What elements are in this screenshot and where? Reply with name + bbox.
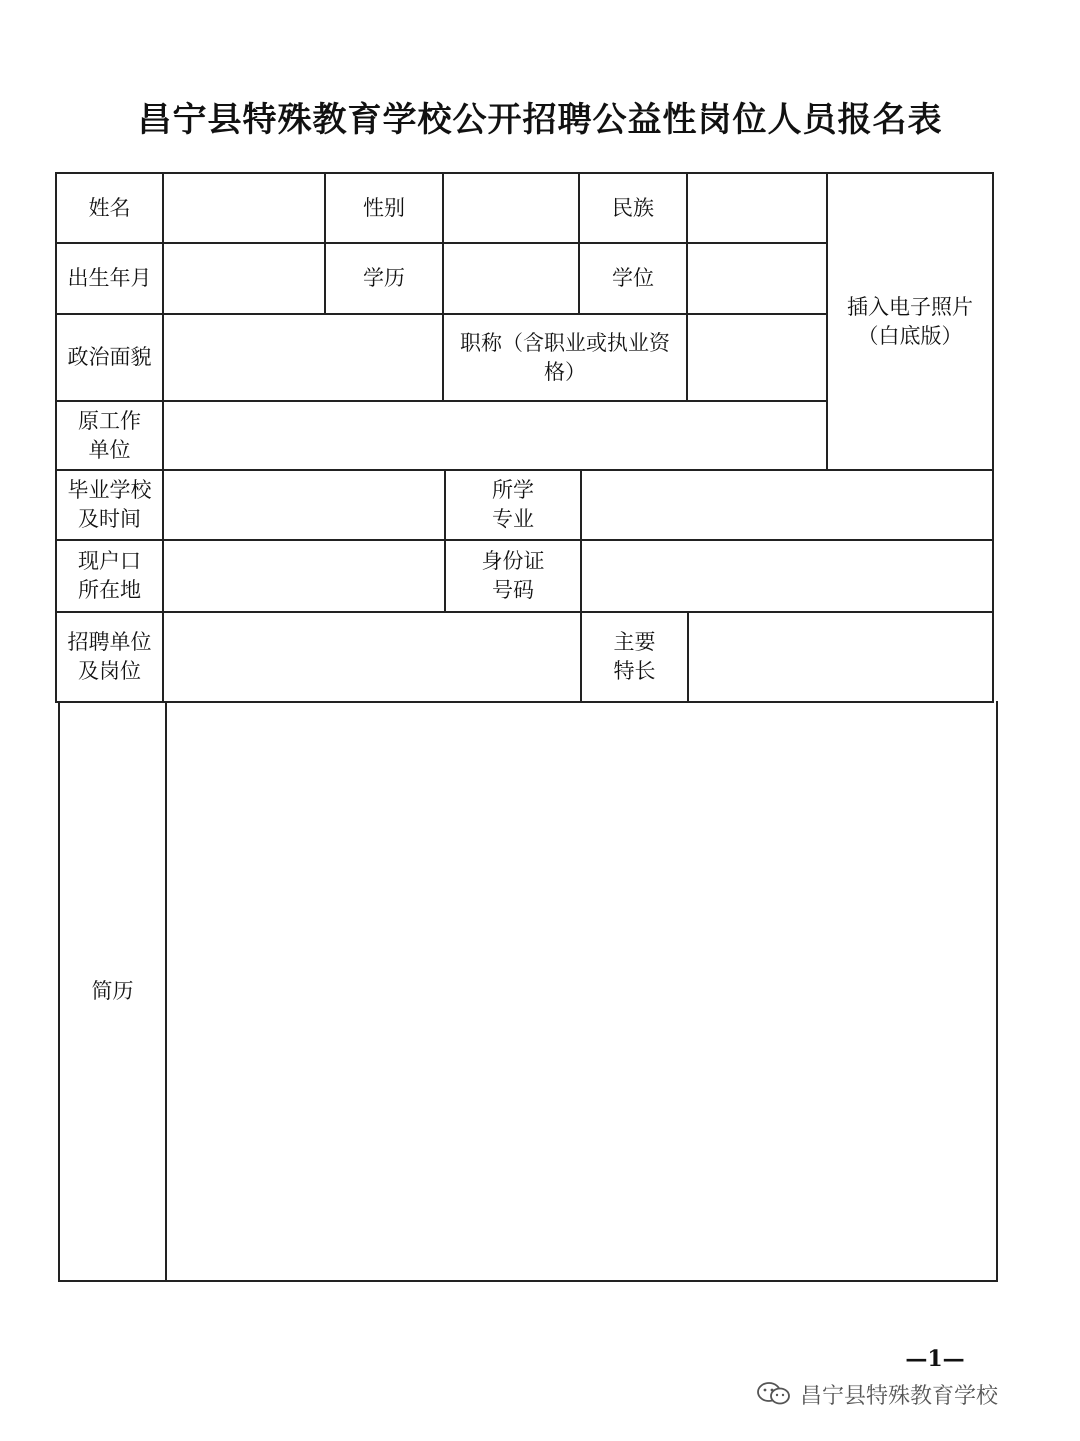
degree-label: 学位 [612,266,654,290]
birth-field[interactable] [164,244,324,313]
political-field[interactable] [164,315,442,400]
residence-field[interactable] [164,541,444,611]
photo-placeholder[interactable]: 插入电子照片 （白底版） [847,294,973,348]
ethnicity-field[interactable] [688,174,826,242]
political-label: 政治面貌 [67,345,152,369]
gender-label: 性别 [363,195,405,220]
residence-label: 现户口 所在地 [78,549,141,602]
specialty-label: 主要 特长 [613,630,656,683]
table-line [992,172,994,702]
page-title: 昌宁县特殊教育学校公开招聘公益性岗位人员报名表 [137,100,943,140]
title-qualification-label: 职称（含职业或执业资格） [460,330,670,384]
page-number: —1— [905,1346,965,1372]
gender-field[interactable] [444,174,578,242]
name-label: 姓名 [88,195,131,220]
major-field[interactable] [582,471,992,539]
ethnicity-label: 民族 [612,195,654,220]
title-qualification-field[interactable] [688,315,826,400]
watermark-text: 昌宁县特殊教育学校 [800,1383,999,1409]
id-number-label: 身份证 号码 [481,549,545,602]
specialty-field[interactable] [689,613,992,701]
position-label: 招聘单位 及岗位 [67,630,152,683]
major-label: 所学 专业 [492,478,534,531]
wechat-icon [756,1381,792,1407]
education-label: 学历 [363,266,405,290]
name-field[interactable] [164,174,324,242]
graduate-label: 毕业学校 及时间 [67,478,152,531]
table-line [996,701,998,1282]
graduate-field[interactable] [164,471,444,539]
education-field[interactable] [444,244,578,313]
resume-label: 简历 [91,979,134,1003]
resume-field[interactable] [167,703,996,1280]
former-work-label: 原工作 单位 [78,408,141,462]
position-field[interactable] [164,613,580,701]
table-line [58,1280,998,1282]
degree-field[interactable] [688,244,826,313]
former-work-field[interactable] [164,402,826,469]
id-number-field[interactable] [582,541,992,611]
birth-label: 出生年月 [67,266,152,290]
watermark [756,1378,998,1410]
